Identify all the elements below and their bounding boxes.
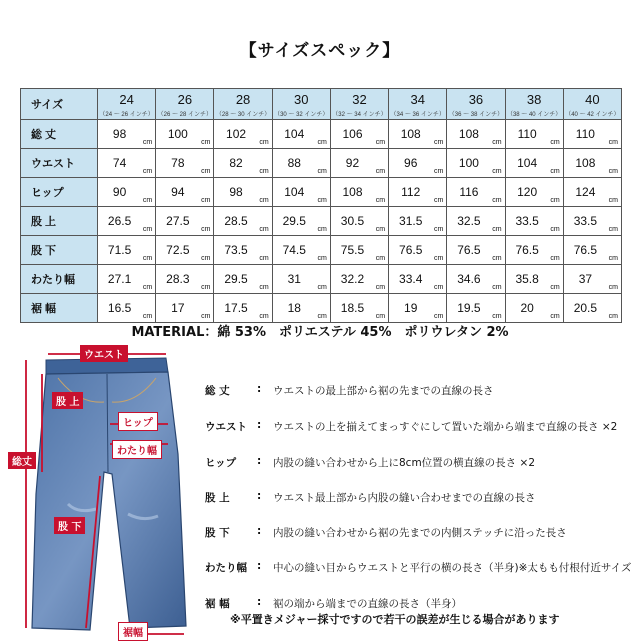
cell-unit: cm	[375, 197, 386, 204]
definition-text: 内股の縫い合わせから裾の先までの内側ステッチに沿った長さ	[273, 527, 567, 539]
size-header-26	[156, 89, 214, 120]
table-cell	[214, 120, 272, 149]
cell-unit: cm	[201, 255, 211, 262]
row-label: 総 丈	[21, 120, 98, 149]
measurement-note: ※平置きメジャー採寸ですので若干の誤差が生じる場合があります	[230, 613, 560, 626]
cell-value: 33.5	[515, 214, 539, 228]
cell-unit: cm	[142, 197, 153, 204]
definition-term: 裾 幅	[205, 598, 230, 610]
table-cell	[505, 149, 563, 178]
cell-unit: cm	[433, 168, 444, 175]
cell-unit: cm	[433, 313, 444, 320]
cell-unit: cm	[201, 284, 211, 291]
row-label: ウエスト	[21, 149, 98, 178]
table-cell	[98, 236, 156, 265]
row-label: ヒップ	[21, 178, 98, 207]
definition-colon: :	[257, 419, 262, 431]
cell-value: 108	[400, 127, 421, 141]
table-cell	[98, 178, 156, 207]
cell-unit: cm	[201, 139, 211, 146]
cell-value: 90	[112, 185, 127, 199]
cell-unit: cm	[259, 139, 269, 146]
cell-value: 110	[517, 127, 537, 141]
cell-unit: cm	[550, 197, 560, 204]
cell-unit: cm	[259, 255, 269, 262]
table-cell	[214, 294, 272, 323]
cell-unit: cm	[201, 226, 211, 233]
table-cell	[98, 207, 156, 236]
row-label: 裾 幅	[21, 294, 98, 323]
table-cell	[389, 178, 447, 207]
table-cell	[330, 236, 388, 265]
cell-value: 106	[342, 127, 363, 141]
size-number: 34	[410, 92, 425, 107]
size-number: 32	[352, 92, 367, 107]
cell-unit: cm	[433, 139, 444, 146]
definition-term: ヒップ	[205, 457, 237, 469]
cell-value: 100	[458, 156, 479, 170]
size-number: 36	[468, 92, 484, 107]
cell-value: 96	[404, 156, 418, 170]
definition-row	[205, 525, 635, 545]
table-cell	[156, 207, 214, 236]
cell-unit: cm	[142, 255, 153, 262]
size-number: 28	[235, 92, 251, 107]
cell-value: 37	[578, 272, 593, 286]
size-inch-range: （34 ～ 36 インチ）	[390, 112, 445, 118]
cell-value: 102	[226, 127, 247, 141]
page-title: 【サイズスペック】	[239, 41, 401, 61]
cell-value: 28.5	[224, 214, 248, 228]
table-cell	[214, 236, 272, 265]
cell-unit: cm	[550, 284, 560, 291]
cell-unit: cm	[608, 139, 618, 146]
table-cell	[156, 236, 214, 265]
cell-value: 72.5	[166, 243, 190, 257]
table-cell	[272, 120, 330, 149]
row-label: 股 下	[21, 236, 98, 265]
cell-unit: cm	[433, 284, 444, 291]
cell-value: 88	[287, 156, 301, 170]
cell-unit: cm	[492, 197, 502, 204]
cell-value: 74	[112, 156, 127, 170]
definition-colon: :	[257, 525, 262, 537]
size-header-40	[563, 89, 621, 120]
table-cell	[505, 178, 563, 207]
table-cell	[563, 265, 621, 294]
cell-value: 32.2	[340, 272, 365, 286]
cell-unit: cm	[317, 226, 327, 233]
table-cell	[563, 178, 621, 207]
cell-unit: cm	[492, 226, 502, 233]
table-cell	[447, 265, 505, 294]
table-row	[21, 265, 622, 294]
cell-unit: cm	[259, 226, 269, 233]
cell-unit: cm	[201, 313, 211, 320]
cell-value: 31.5	[399, 214, 423, 228]
table-cell	[156, 265, 214, 294]
cell-unit: cm	[317, 168, 327, 175]
cell-value: 120	[517, 185, 538, 199]
cell-value: 18.5	[340, 301, 365, 315]
table-cell	[389, 120, 447, 149]
definition-text: ウエスト最上部から内股の縫い合わせまでの直線の長さ	[273, 492, 536, 504]
cell-value: 74.5	[282, 243, 306, 257]
label-hem: 裾幅	[118, 622, 148, 641]
cell-value: 78	[171, 156, 185, 170]
size-inch-range: （28 ～ 30 インチ）	[215, 112, 271, 118]
size-header-34	[389, 89, 447, 120]
table-cell	[214, 207, 272, 236]
table-cell	[330, 265, 388, 294]
cell-unit: cm	[201, 168, 211, 175]
cell-unit: cm	[142, 226, 153, 233]
cell-unit: cm	[317, 284, 327, 291]
cell-unit: cm	[375, 139, 386, 146]
size-inch-range: （30 ～ 32 インチ）	[274, 112, 329, 118]
cell-value: 19.5	[457, 301, 481, 315]
table-cell	[505, 236, 563, 265]
cell-value: 18	[287, 301, 301, 315]
cell-value: 82	[229, 156, 243, 170]
cell-value: 124	[575, 185, 596, 199]
table-row	[21, 149, 622, 178]
cell-value: 27.1	[107, 272, 132, 286]
cell-unit: cm	[433, 226, 444, 233]
label-total: 総丈	[8, 452, 36, 469]
cell-unit: cm	[492, 255, 502, 262]
cell-value: 17	[171, 301, 185, 315]
table-cell	[505, 207, 563, 236]
cell-unit: cm	[142, 313, 153, 320]
table-row	[21, 294, 622, 323]
table-cell	[156, 294, 214, 323]
table-cell	[214, 265, 272, 294]
table-cell	[272, 149, 330, 178]
cell-value: 71.5	[107, 243, 132, 257]
cell-value: 33.5	[573, 214, 598, 228]
cell-value: 98	[112, 127, 127, 141]
size-inch-range: （36 ～ 38 インチ）	[448, 112, 504, 118]
cell-value: 76.5	[573, 243, 598, 257]
cell-value: 76.5	[399, 243, 423, 257]
cell-value: 33.4	[399, 272, 423, 286]
cell-unit: cm	[608, 226, 618, 233]
cell-value: 108	[575, 156, 596, 170]
cell-value: 92	[345, 156, 360, 170]
cell-unit: cm	[608, 284, 618, 291]
table-row	[21, 207, 622, 236]
definition-row	[205, 419, 635, 439]
table-cell	[156, 178, 214, 207]
definition-term: 総 丈	[205, 385, 230, 397]
definition-term: わたり幅	[205, 562, 247, 574]
definition-row	[205, 560, 635, 580]
cell-value: 110	[575, 127, 595, 141]
cell-unit: cm	[259, 168, 269, 175]
cell-unit: cm	[492, 313, 502, 320]
cell-value: 16.5	[107, 301, 132, 315]
table-cell	[98, 265, 156, 294]
table-cell	[447, 120, 505, 149]
cell-unit: cm	[375, 168, 386, 175]
table-row	[21, 178, 622, 207]
size-number: 38	[526, 92, 542, 107]
jeans-illustration	[8, 344, 198, 640]
table-cell	[505, 265, 563, 294]
cell-unit: cm	[433, 255, 444, 262]
cell-value: 104	[517, 156, 538, 170]
table-cell	[389, 149, 447, 178]
cell-value: 116	[459, 185, 479, 199]
cell-unit: cm	[259, 313, 269, 320]
cell-unit: cm	[492, 284, 502, 291]
table-cell	[563, 207, 621, 236]
cell-value: 17.5	[224, 301, 248, 315]
table-cell	[505, 120, 563, 149]
corner-cell	[21, 89, 98, 120]
cell-unit: cm	[608, 313, 618, 320]
size-header-32	[330, 89, 388, 120]
table-cell	[330, 207, 388, 236]
size-header-38	[505, 89, 563, 120]
corner-label: サイズ	[31, 99, 64, 111]
cell-value: 76.5	[515, 243, 539, 257]
table-cell	[156, 149, 214, 178]
cell-unit: cm	[201, 197, 211, 204]
size-inch-range: （38 ～ 40 インチ）	[506, 112, 562, 118]
table-cell	[447, 207, 505, 236]
table-cell	[330, 120, 388, 149]
cell-unit: cm	[550, 226, 560, 233]
cell-value: 75.5	[340, 243, 365, 257]
cell-value: 29.5	[282, 214, 306, 228]
size-number: 24	[119, 92, 134, 107]
cell-unit: cm	[142, 139, 153, 146]
jeans-body-shape	[32, 372, 186, 630]
cell-value: 34.6	[457, 272, 481, 286]
table-row	[21, 236, 622, 265]
size-inch-range: （24 ～ 26 インチ）	[99, 112, 154, 118]
size-inch-range: （32 ～ 34 インチ）	[332, 112, 387, 118]
table-cell	[98, 149, 156, 178]
table-cell	[214, 178, 272, 207]
table-cell	[563, 149, 621, 178]
label-thigh: わたり幅	[112, 440, 162, 459]
table-header-row	[21, 89, 622, 120]
size-header-30	[272, 89, 330, 120]
table-cell	[447, 149, 505, 178]
definition-text: 内股の縫い合わせから上に8cm位置の横直線の長さ ×2	[273, 457, 535, 469]
table-cell	[272, 207, 330, 236]
table-cell	[214, 149, 272, 178]
cell-unit: cm	[375, 226, 386, 233]
table-cell	[563, 294, 621, 323]
label-waist: ウエスト	[80, 345, 128, 362]
size-number: 30	[294, 92, 309, 107]
cell-unit: cm	[550, 313, 560, 320]
size-header-28	[214, 89, 272, 120]
cell-unit: cm	[375, 255, 386, 262]
table-cell	[330, 178, 388, 207]
cell-value: 29.5	[224, 272, 248, 286]
table-cell	[563, 236, 621, 265]
cell-unit: cm	[317, 255, 327, 262]
cell-value: 104	[284, 127, 305, 141]
cell-unit: cm	[550, 168, 560, 175]
cell-value: 73.5	[224, 243, 248, 257]
cell-value: 26.5	[107, 214, 132, 228]
cell-value: 20	[520, 301, 534, 315]
definition-term: 股 下	[205, 527, 230, 539]
size-inch-range: （40 ～ 42 インチ）	[565, 112, 620, 118]
table-cell	[272, 265, 330, 294]
cell-value: 112	[401, 185, 421, 199]
cell-unit: cm	[317, 139, 327, 146]
cell-unit: cm	[317, 313, 327, 320]
table-cell	[389, 294, 447, 323]
definition-colon: :	[257, 560, 262, 572]
cell-value: 76.5	[457, 243, 481, 257]
cell-value: 35.8	[515, 272, 539, 286]
cell-value: 27.5	[166, 214, 190, 228]
table-cell	[447, 294, 505, 323]
cell-unit: cm	[142, 168, 153, 175]
cell-unit: cm	[433, 197, 444, 204]
cell-value: 108	[342, 185, 363, 199]
cell-value: 28.3	[166, 272, 190, 286]
cell-unit: cm	[317, 197, 327, 204]
cell-unit: cm	[608, 255, 618, 262]
cell-value: 32.5	[457, 214, 481, 228]
cell-unit: cm	[608, 197, 618, 204]
label-rise: 股 上	[52, 392, 83, 409]
cell-unit: cm	[259, 197, 269, 204]
cell-unit: cm	[492, 168, 502, 175]
size-number: 26	[177, 92, 193, 107]
table-cell	[447, 178, 505, 207]
cell-value: 19	[404, 301, 418, 315]
definition-term: ウエスト	[205, 421, 247, 433]
material-text: MATERIAL：綿 53% ポリエステル 45% ポリウレタン 2%	[131, 325, 509, 340]
definition-text: 中心の縫い目からウエストと平行の横の長さ（半身)※太もも付根付近サイズ	[273, 562, 632, 574]
definition-row	[205, 490, 635, 510]
cell-unit: cm	[142, 284, 153, 291]
cell-unit: cm	[375, 284, 386, 291]
table-cell	[389, 265, 447, 294]
definition-colon: :	[257, 383, 262, 395]
label-hip: ヒップ	[118, 412, 158, 431]
cell-unit: cm	[608, 168, 618, 175]
cell-unit: cm	[550, 139, 560, 146]
definition-colon: :	[257, 490, 262, 502]
cell-value: 100	[167, 127, 188, 141]
definition-row	[205, 455, 635, 475]
table-cell	[330, 294, 388, 323]
cell-value: 108	[458, 127, 479, 141]
cell-value: 94	[171, 185, 185, 199]
cell-value: 20.5	[573, 301, 598, 315]
table-cell	[389, 207, 447, 236]
size-header-24	[98, 89, 156, 120]
table-cell	[330, 149, 388, 178]
label-inseam: 股 下	[54, 517, 85, 534]
size-header-36	[447, 89, 505, 120]
definition-colon: :	[257, 596, 262, 608]
row-label: わたり幅	[21, 265, 98, 294]
table-cell	[272, 236, 330, 265]
cell-value: 104	[284, 185, 305, 199]
table-cell	[563, 120, 621, 149]
table-cell	[505, 294, 563, 323]
cell-unit: cm	[492, 139, 502, 146]
cell-value: 31	[287, 272, 301, 286]
table-cell	[156, 120, 214, 149]
table-cell	[447, 236, 505, 265]
definition-colon: :	[257, 455, 262, 467]
size-number: 40	[585, 92, 600, 107]
definition-text: ウエストの最上部から裾の先までの直線の長さ	[273, 385, 494, 397]
definition-row	[205, 383, 635, 403]
table-cell	[272, 294, 330, 323]
size-inch-range: （26 ～ 28 インチ）	[157, 112, 212, 118]
definition-term: 股 上	[205, 492, 230, 504]
row-label: 股 上	[21, 207, 98, 236]
table-cell	[98, 294, 156, 323]
size-spec-table	[20, 88, 622, 323]
cell-unit: cm	[375, 313, 386, 320]
definition-text: ウエストの上を揃えてまっすぐにして置いた端から端まで直線の長さ ×2	[273, 421, 618, 433]
table-cell	[389, 236, 447, 265]
cell-value: 30.5	[340, 214, 365, 228]
cell-unit: cm	[259, 284, 269, 291]
definition-text: 裾の端から端までの直線の長さ（半身）	[273, 598, 462, 610]
table-row	[21, 120, 622, 149]
cell-unit: cm	[550, 255, 560, 262]
cell-value: 98	[229, 185, 243, 199]
table-cell	[98, 120, 156, 149]
table-cell	[272, 178, 330, 207]
